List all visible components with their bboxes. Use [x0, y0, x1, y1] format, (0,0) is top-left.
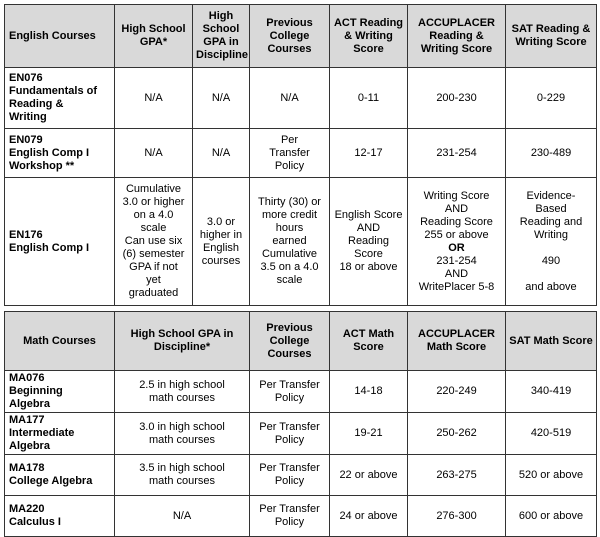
- math-header-course: Math Courses: [5, 312, 115, 371]
- table-row: [5, 129, 597, 178]
- course-name: MA177 Intermediate Algebra: [5, 413, 115, 455]
- table-cell: 600 or above: [506, 496, 597, 537]
- table-cell: N/A: [115, 68, 193, 129]
- math-header-act: ACT Math Score: [330, 312, 408, 371]
- english-header-accuplacer: ACCUPLACER Reading & Writing Score: [408, 5, 506, 68]
- table-cell: 3.0 or higher in English courses: [193, 178, 250, 306]
- math-header-previous-courses: Previous College Courses: [250, 312, 330, 371]
- table-row: [5, 371, 597, 413]
- table-cell: 420-519: [506, 413, 597, 455]
- table-cell: Per Transfer Policy: [250, 129, 330, 178]
- english-header-previous-courses: Previous College Courses: [250, 5, 330, 68]
- math-header-accuplacer: ACCUPLACER Math Score: [408, 312, 506, 371]
- english-header-act: ACT Reading & Writing Score: [330, 5, 408, 68]
- table-cell: 14-18: [330, 371, 408, 413]
- table-cell: Per Transfer Policy: [250, 413, 330, 455]
- table-cell: Per Transfer Policy: [250, 496, 330, 537]
- table-cell: English Score AND Reading Score 18 or above: [330, 178, 408, 306]
- table-cell: 22 or above: [330, 455, 408, 496]
- table-cell: 276-300: [408, 496, 506, 537]
- table-cell: 230-489: [506, 129, 597, 178]
- english-header-hs-gpa-discipline: High School GPA in Discipline: [193, 5, 250, 68]
- table-cell: 200-230: [408, 68, 506, 129]
- course-name: EN076 Fundamentals of Reading & Writing: [5, 68, 115, 129]
- math-header-row: [5, 312, 597, 371]
- table-cell: 0-11: [330, 68, 408, 129]
- accuplacer-option-two: 231-254 AND WritePlacer 5-8: [418, 254, 495, 293]
- math-header-hs-gpa-discipline: High School GPA in Discipline*: [115, 312, 250, 371]
- table-cell: Cumulative 3.0 or higher on a 4.0 scale Can use six (6) semester GPA if not yet graduated: [115, 178, 193, 306]
- or-label: OR: [448, 241, 465, 254]
- table-cell: 220-249: [408, 371, 506, 413]
- table-cell: 12-17: [330, 129, 408, 178]
- english-header-sat: SAT Reading & Writing Score: [506, 5, 597, 68]
- table-cell: 231-254: [408, 129, 506, 178]
- table-row: [5, 68, 597, 129]
- table-cell: 3.0 in high school math courses: [115, 413, 250, 455]
- accuplacer-option-one: Writing Score AND Reading Score 255 or above: [420, 189, 493, 241]
- table-cell: Evidence- Based Reading and Writing 490 and above: [506, 178, 597, 306]
- table-cell: Per Transfer Policy: [250, 455, 330, 496]
- table-cell: 3.5 in high school math courses: [115, 455, 250, 496]
- table-cell: 24 or above: [330, 496, 408, 537]
- table-cell: 263-275: [408, 455, 506, 496]
- table-row: [5, 413, 597, 455]
- english-placement-table: [4, 4, 597, 306]
- math-header-sat: SAT Math Score: [506, 312, 597, 371]
- table-cell: N/A: [115, 496, 250, 537]
- table-cell: N/A: [115, 129, 193, 178]
- course-name: EN079 English Comp I Workshop **: [5, 129, 115, 178]
- table-cell: N/A: [250, 68, 330, 129]
- english-header-hs-gpa: High School GPA*: [115, 5, 193, 68]
- course-name: MA220 Calculus I: [5, 496, 115, 537]
- table-row: [5, 496, 597, 537]
- table-cell: 340-419: [506, 371, 597, 413]
- table-cell: 250-262: [408, 413, 506, 455]
- table-cell: 19-21: [330, 413, 408, 455]
- english-header-row: [5, 5, 597, 68]
- table-cell: 0-229: [506, 68, 597, 129]
- math-placement-table: [4, 311, 597, 537]
- course-name: EN176 English Comp I: [5, 178, 115, 306]
- table-cell: Thirty (30) or more credit hours earned Cumulative 3.5 on a 4.0 scale: [250, 178, 330, 306]
- table-cell: Per Transfer Policy: [250, 371, 330, 413]
- english-header-course: English Courses: [5, 5, 115, 68]
- course-name: MA076 Beginning Algebra: [5, 371, 115, 413]
- accuplacer-cell: [408, 178, 506, 306]
- table-row: [5, 178, 597, 306]
- course-name: MA178 College Algebra: [5, 455, 115, 496]
- table-cell: 2.5 in high school math courses: [115, 371, 250, 413]
- table-cell: N/A: [193, 129, 250, 178]
- table-cell: 520 or above: [506, 455, 597, 496]
- table-cell: N/A: [193, 68, 250, 129]
- table-row: [5, 455, 597, 496]
